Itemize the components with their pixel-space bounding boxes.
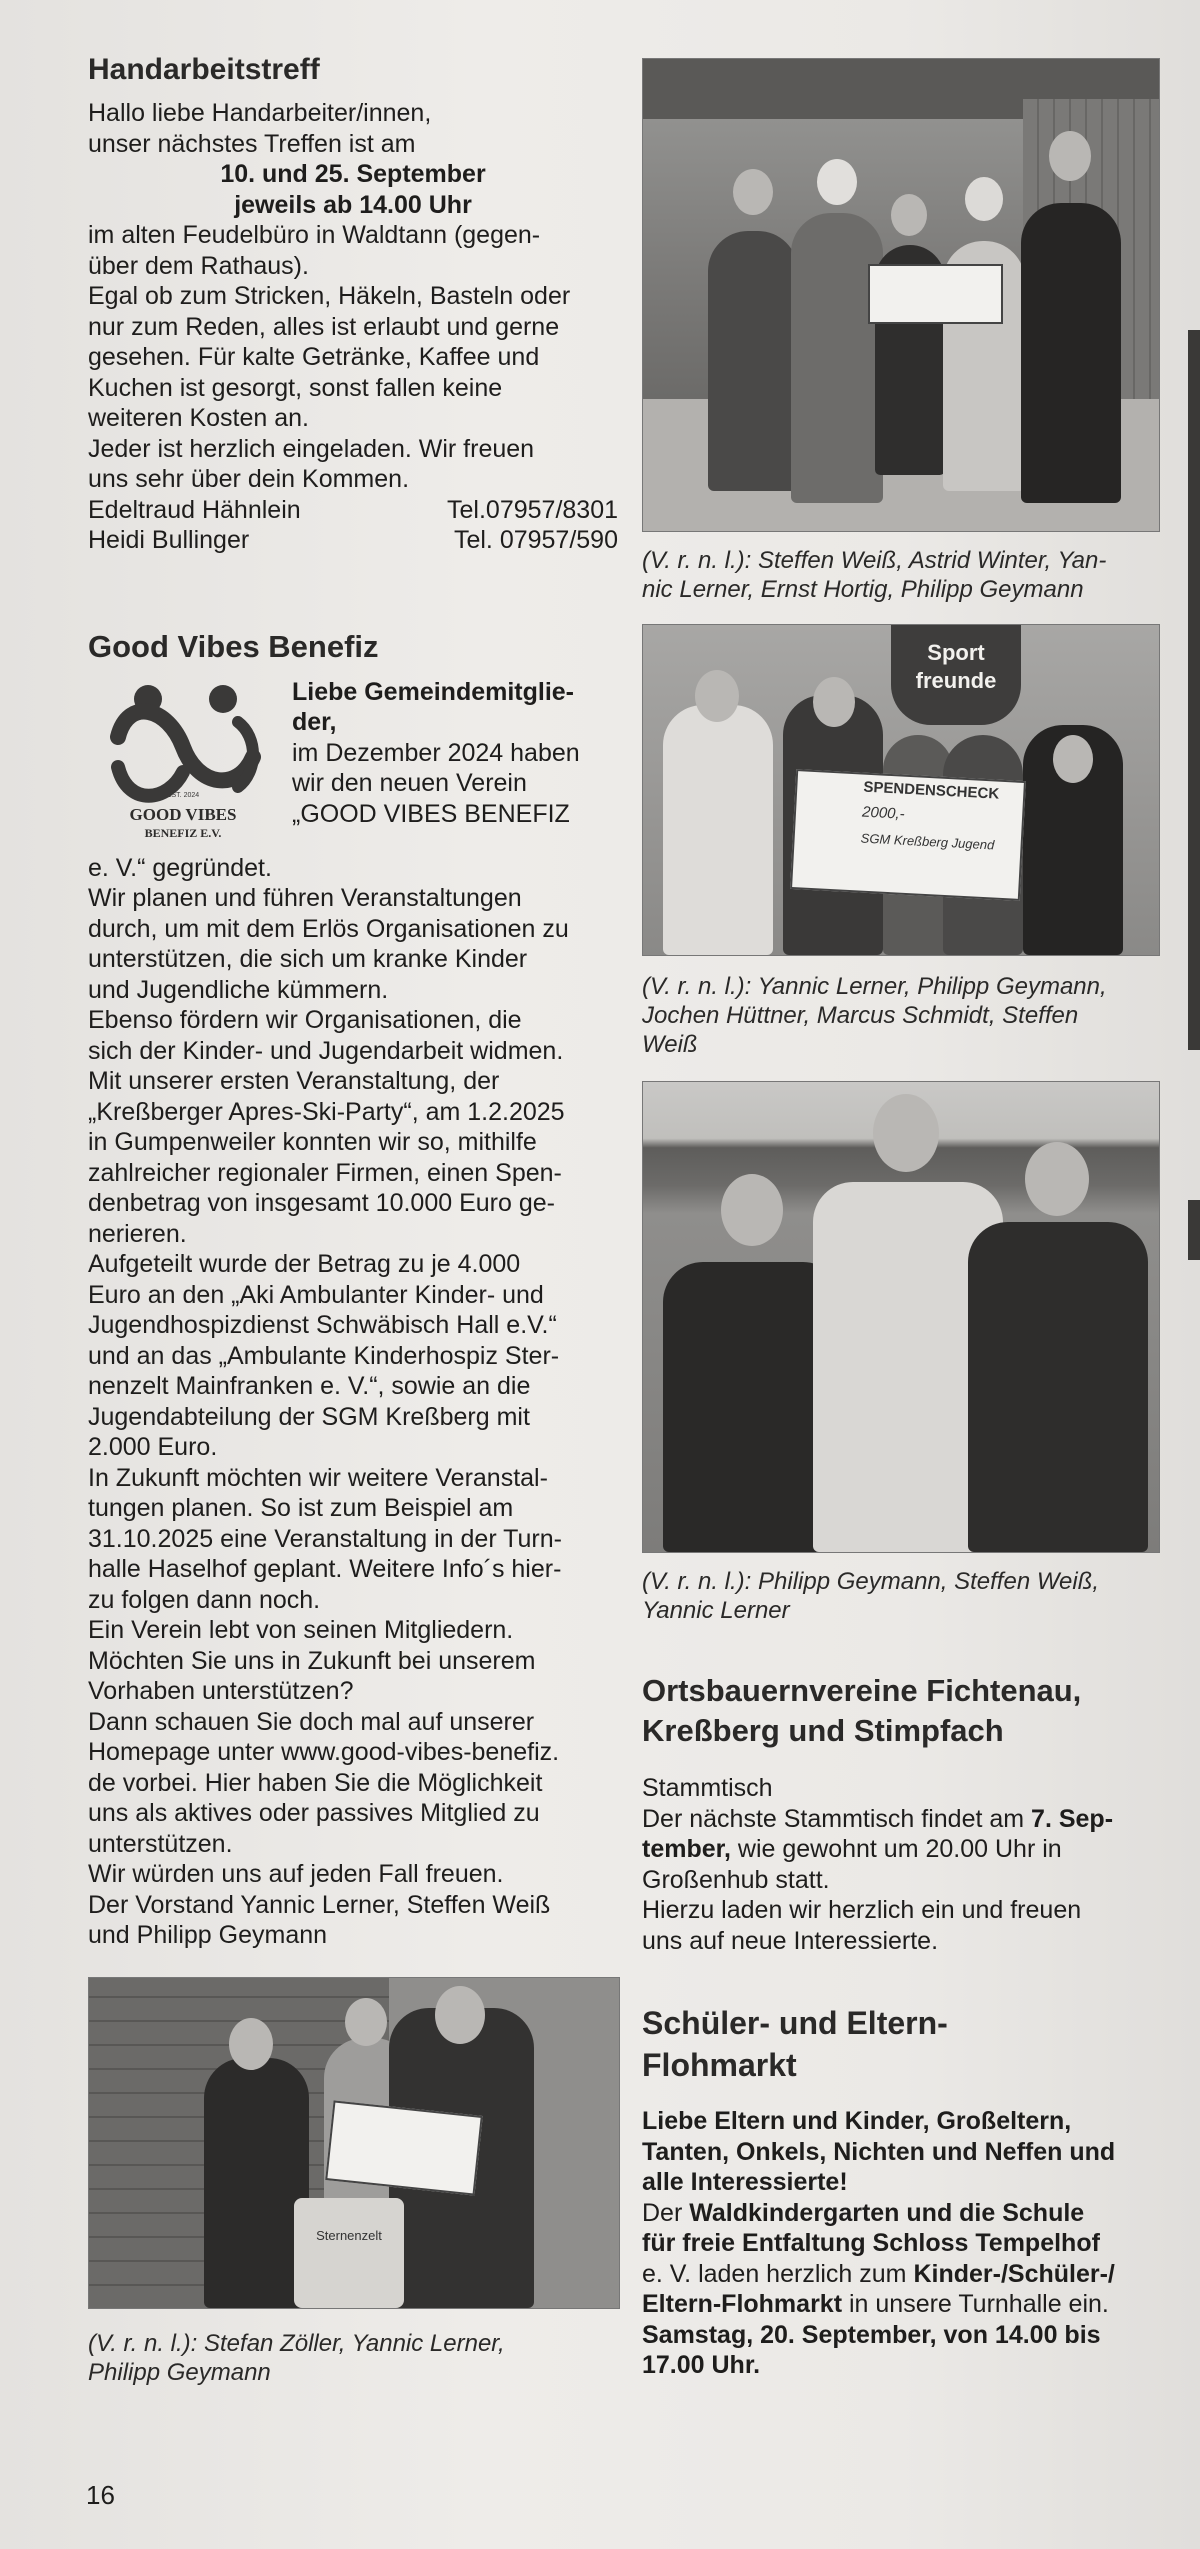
text-line: durch, um mit dem Erlös Organisationen zu xyxy=(88,914,569,943)
text-span: laden herzlich zum xyxy=(691,2259,914,2288)
person-head xyxy=(1025,1142,1089,1216)
photo-caption: (V. r. n. l.): Steffen Weiß, Astrid Winter, Yan- xyxy=(642,547,1107,574)
bold-span: Kinder-/Schüler-/ xyxy=(913,2259,1115,2288)
sternenzelt-sign: Sternenzelt xyxy=(294,2198,404,2308)
text-line: Tanten, Onkels, Nichten und Neffen und xyxy=(642,2137,1116,2166)
text-line: sich der Kinder- und Jugendarbeit widmen. xyxy=(88,1036,564,1065)
banner-text-freunde: freunde xyxy=(915,668,997,693)
photo-group-building xyxy=(642,58,1160,532)
greeting-line: Liebe Gemeindemitglie- xyxy=(292,677,575,706)
adjacent-page-edge xyxy=(1188,330,1200,1050)
contact-phone: Tel.07957/8301 xyxy=(447,495,618,524)
date-line: 10. und 25. September xyxy=(220,160,486,188)
text-line: Großenhub statt. xyxy=(642,1865,830,1894)
photo-spendenscheck xyxy=(642,624,1160,956)
cheque-amount: 2000,- xyxy=(861,803,906,823)
person-head xyxy=(733,169,773,215)
text-line: Kuchen ist gesorgt, sonst fallen keine xyxy=(88,373,503,402)
person-head xyxy=(721,1174,783,1246)
person-head xyxy=(891,194,927,236)
text-line xyxy=(642,1834,1170,1865)
logo-est-text: EST. 2024 xyxy=(166,791,200,799)
photo-caption: Yannic Lerner xyxy=(642,1597,790,1624)
goodvibes-body xyxy=(88,883,618,1951)
text-line: unterstützen. xyxy=(88,1829,233,1858)
text-line: Euro an den „Aki Ambulanter Kinder- und xyxy=(88,1280,544,1309)
time-line: jeweils ab 14.00 Uhr xyxy=(234,190,472,219)
contact-phone: Tel. 07957/590 xyxy=(453,526,618,554)
text-line: Jugendhospizdienst Schwäbisch Hall e.V.“ xyxy=(88,1311,557,1340)
text-line: im alten Feudelbüro in Waldtann (gegen- xyxy=(88,221,541,249)
text-span: in unsere Turnhalle ein. xyxy=(842,2290,1109,2318)
text-line: nerieren. xyxy=(88,1219,187,1248)
text-line: uns auf neue Interessierte. xyxy=(642,1926,939,1955)
ortsbauern-title-2: Kreßberg und Stimpfach xyxy=(642,1713,1004,1748)
text-line: alle Interessierte! xyxy=(642,2168,848,2196)
bold-span: Waldkindergarten und die Schule xyxy=(689,2198,1085,2227)
photo-caption: nic Lerner, Ernst Hortig, Philipp Geymann xyxy=(642,576,1084,603)
handarbeit-title: Handarbeitstreff xyxy=(88,53,320,86)
text-line: Der Vorstand Yannic Lerner, Steffen Weiß xyxy=(88,1890,551,1919)
flohmarkt-title-1: Schüler- und Eltern- xyxy=(642,2005,948,2041)
text-line: gesehen. Für kalte Getränke, Kaffee und xyxy=(88,343,540,371)
text-line: uns sehr über dein Kommen. xyxy=(88,465,410,493)
text-line xyxy=(642,1804,1170,1835)
cheque-title: SPENDENSCHECK xyxy=(863,778,1000,803)
text-line: im Dezember 2024 haben xyxy=(292,738,580,767)
section-subtitle: Stammtisch xyxy=(642,1774,773,1802)
good-vibes-logo xyxy=(88,677,278,847)
text-line: denbetrag von insgesamt 10.000 Euro ge- xyxy=(88,1189,555,1218)
person-head xyxy=(965,177,1003,221)
greeting-line: der, xyxy=(292,708,337,737)
text-line: Möchten Sie uns in Zukunft bei unserem xyxy=(88,1646,536,1675)
photo-caption: Jochen Hüttner, Marcus Schmidt, Steffen xyxy=(642,1002,1079,1029)
contact-row xyxy=(88,525,618,556)
text-line: e. V.“ gegründet. xyxy=(88,853,272,882)
text-line: nenzelt Mainfranken e. V.“, sowie an die xyxy=(88,1372,531,1401)
person-head xyxy=(1053,735,1093,783)
text-span: e. V. xyxy=(642,2259,692,2288)
text-line: über dem Rathaus). xyxy=(88,251,309,280)
text-line xyxy=(642,2198,1170,2229)
banner-text-sport: Sport xyxy=(927,640,985,665)
person-head xyxy=(695,670,739,722)
photo-caption: (V. r. n. l.): Stefan Zöller, Yannic Lerner, xyxy=(88,2329,505,2357)
text-line: Jugendabteilung der SGM Kreßberg mit xyxy=(88,1402,530,1431)
text-line: unser nächstes Treffen ist am xyxy=(88,129,416,158)
text-line: Ein Verein lebt von seinen Mitgliedern. xyxy=(88,1616,514,1645)
person-head xyxy=(873,1094,939,1172)
left-column xyxy=(88,52,618,2387)
person-head xyxy=(1049,131,1091,181)
text-line: Egal ob zum Stricken, Häkeln, Basteln oder xyxy=(88,282,571,310)
contact-name: Heidi Bullinger xyxy=(88,526,250,554)
person xyxy=(968,1222,1148,1552)
text-line: Hallo liebe Handarbeiter/innen, xyxy=(88,99,432,127)
photo-cheque-sternenzelt xyxy=(88,1977,620,2309)
text-line: „Kreßberger Apres-Ski-Party“, am 1.2.2025 xyxy=(88,1097,565,1126)
person xyxy=(708,231,798,491)
text-line: Ebenso fördern wir Organisationen, die xyxy=(88,1006,522,1035)
text-line: Hierzu laden wir herzlich ein und freuen xyxy=(642,1896,1082,1924)
text-line: Dann schauen Sie doch mal auf unserer xyxy=(88,1707,535,1736)
photo-caption: Weiß xyxy=(642,1031,698,1058)
right-column xyxy=(642,58,1170,2381)
cheque xyxy=(325,2100,483,2195)
text-line: unterstützen, die sich um kranke Kinder xyxy=(88,945,528,974)
person-head xyxy=(229,2018,273,2070)
sportfreunde-banner xyxy=(891,625,1021,725)
logo-text-1: GOOD VIBES xyxy=(129,804,237,824)
text-line: für freie Entfaltung Schloss Tempelhof xyxy=(642,2229,1100,2257)
person-head xyxy=(435,1986,485,2044)
bold-span: tember, xyxy=(642,1835,731,1863)
text-line: Wir planen und führen Veranstaltungen xyxy=(88,884,522,913)
text-line: Samstag, 20. September, von 14.00 bis xyxy=(642,2320,1101,2349)
text-line: 2.000 Euro. xyxy=(88,1433,218,1462)
person-head xyxy=(817,159,857,205)
text-line: Aufgeteilt wurde der Betrag zu je 4.000 xyxy=(88,1250,521,1279)
cheque-recipient: SGM Kreßberg Jugend xyxy=(860,830,995,853)
text-line: uns als aktives oder passives Mitglied zu xyxy=(88,1799,540,1828)
photo-caption: (V. r. n. l.): Philipp Geymann, Steffen Weiß, xyxy=(642,1568,1100,1595)
contact-name: Edeltraud Hähnlein xyxy=(88,495,301,524)
text-line: in Gumpenweiler konnten wir so, mithilfe xyxy=(88,1128,537,1157)
text-line: Vorhaben unterstützen? xyxy=(88,1677,354,1706)
text-line: halle Haselhof geplant. Weitere Info´s hier- xyxy=(88,1555,562,1584)
text-line: Wir würden uns auf jeden Fall freuen. xyxy=(88,1860,504,1889)
person xyxy=(791,213,883,503)
text-line: zahlreicher regionaler Firmen, einen Spen- xyxy=(88,1158,562,1187)
text-line: In Zukunft möchten wir weitere Veranstal- xyxy=(88,1463,548,1492)
text-line: Homepage unter www.good-vibes-benefiz. xyxy=(88,1738,560,1767)
text-line: tungen planen. So ist zum Beispiel am xyxy=(88,1494,514,1523)
text-line: 31.10.2025 eine Veranstaltung in der Turn- xyxy=(88,1524,562,1553)
person-head xyxy=(345,1998,387,2046)
person xyxy=(1021,203,1121,503)
spendenscheck xyxy=(790,769,1026,901)
adjacent-page-edge xyxy=(1188,1200,1200,1260)
text-span: Der nächste Stammtisch findet am xyxy=(642,1804,1032,1833)
bold-span: Eltern-Flohmarkt xyxy=(642,2290,843,2318)
text-line xyxy=(642,2259,1170,2290)
person xyxy=(663,705,773,955)
bold-span: 7. Sep- xyxy=(1031,1804,1114,1833)
page-number: 16 xyxy=(86,2480,115,2510)
ortsbauern-title-1: Ortsbauernvereine Fichtenau, xyxy=(642,1673,1082,1708)
text-line: und an das „Ambulante Kinderhospiz Ster- xyxy=(88,1341,560,1370)
text-line: nur zum Reden, alles ist erlaubt und gerne xyxy=(88,312,560,341)
good-vibes-logo-icon xyxy=(88,677,278,847)
flohmarkt-title-2: Flohmarkt xyxy=(642,2047,797,2083)
contact-row xyxy=(88,495,618,526)
text-span: Der xyxy=(642,2198,690,2227)
text-line: zu folgen dann noch. xyxy=(88,1585,321,1614)
photo-three-men-field xyxy=(642,1081,1160,1553)
text-span: wie gewohnt um 20.00 Uhr in xyxy=(730,1835,1062,1863)
text-line: „GOOD VIBES BENEFIZ xyxy=(292,799,570,828)
goodvibes-title: Good Vibes Benefiz xyxy=(88,628,379,664)
text-line: weiteren Kosten an. xyxy=(88,404,309,432)
logo-text-2: BENEFIZ E.V. xyxy=(144,825,222,840)
text-line: und Philipp Geymann xyxy=(88,1921,328,1950)
text-line: Liebe Eltern und Kinder, Großeltern, xyxy=(642,2107,1072,2135)
text-line xyxy=(642,2289,1170,2320)
text-line: wir den neuen Verein xyxy=(292,769,527,798)
text-line: de vorbei. Hier haben Sie die Möglichkeit xyxy=(88,1768,543,1797)
text-line: Jeder ist herzlich eingeladen. Wir freuen xyxy=(88,434,535,463)
text-line: 17.00 Uhr. xyxy=(642,2351,761,2379)
cheque xyxy=(868,264,1003,324)
text-line: und Jugendliche kümmern. xyxy=(88,975,389,1004)
text-line: Mit unserer ersten Veranstaltung, der xyxy=(88,1067,500,1096)
photo-caption: Philipp Geymann xyxy=(88,2358,271,2386)
person-head xyxy=(813,677,855,727)
photo-caption: (V. r. n. l.): Yannic Lerner, Philipp Geymann, xyxy=(642,973,1107,1000)
